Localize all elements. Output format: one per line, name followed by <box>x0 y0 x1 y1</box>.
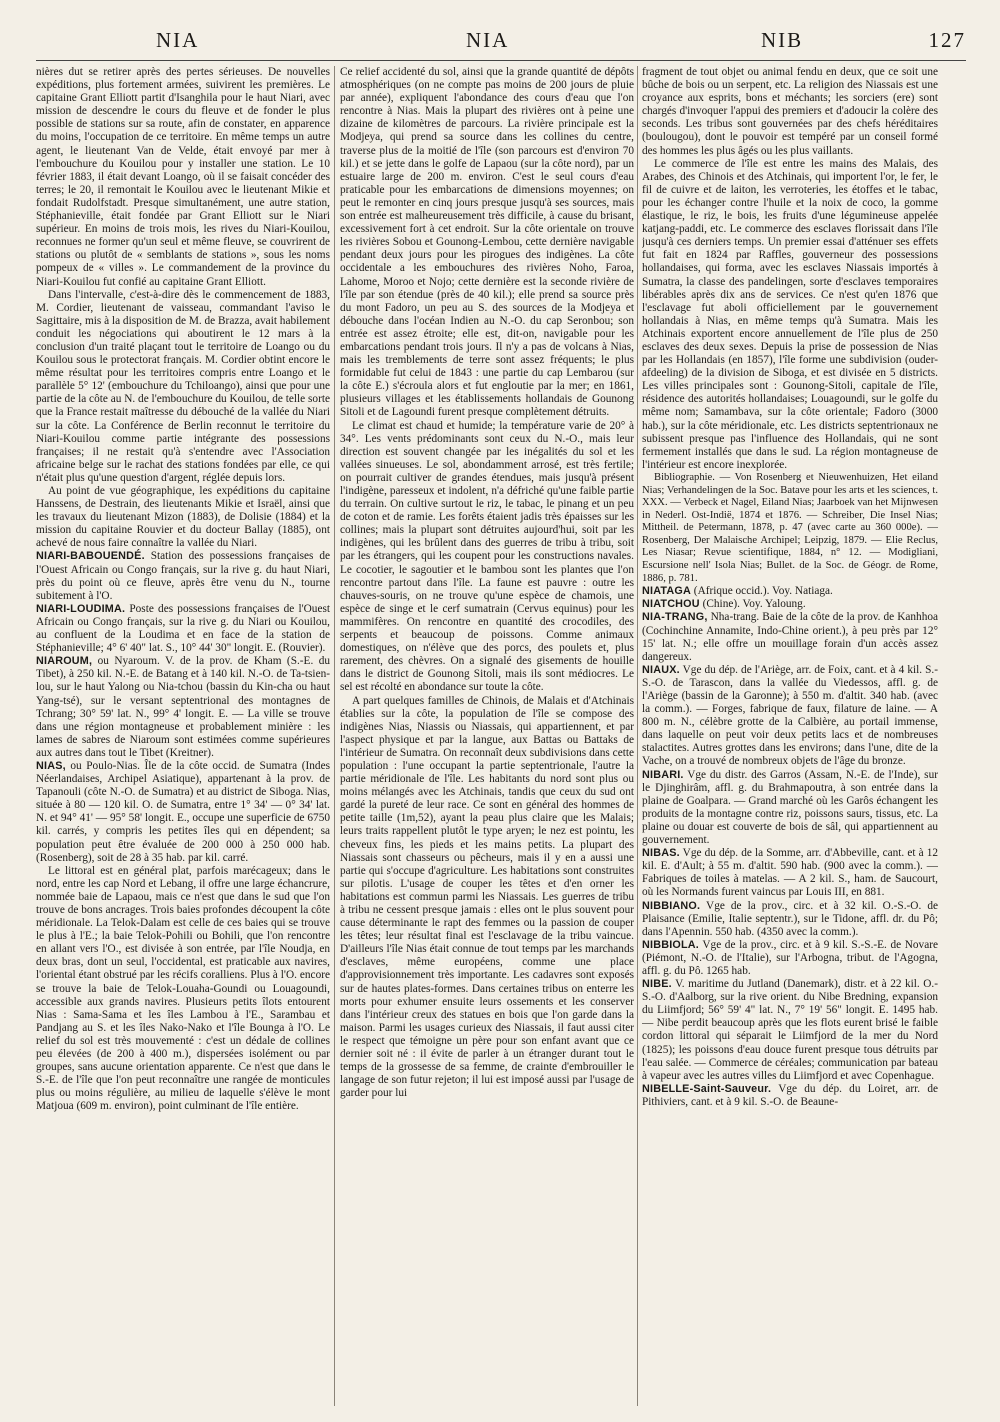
header-left-word: NIA <box>156 28 200 52</box>
entry-headword: NIBARI. <box>642 768 684 781</box>
text-column-3 <box>642 66 938 1406</box>
entry-headword: NIA-TRANG, <box>642 611 708 624</box>
entry-text: Station des possessions françaises de l'Ouest Africain ou Congo français, sur la rive g. du haut Niari, près du point où ce fleuve, après être venu du N., tourne subitement à l'O. <box>36 550 330 602</box>
dictionary-entry <box>36 655 330 760</box>
body-paragraph: Dans l'intervalle, c'est-à-dire dès le commencement de 1883, M. Cordier, lieutenant de vaisseau, commandant l'aviso le Sagittaire, mis à la disposition de M. de Brazza, avait habilement conduit les négociations qui aboutirent le 12 mars à la conclusion d'un traité plaçant tout le territoire de Loango ou du Kouilou sous le protectorat français. M. Cordier obtint encore le même résultat pour les territoires compris entre Loango et le parallèle 5° 12' (embouchure du Tchiloango), ainsi que pour une partie de la côte au N. de l'embouchure du Kouilou, de telle sorte que la France restait maîtresse du débouché de la vallée du Niari sur la côte. La Conférence de Berlin reconnut le territoire du Niari-Kouilou comme partie intégrante des possessions françaises; il ne restait qu'à s'entendre avec l'Association africaine belge sur le rachat des stations fondées par elle, ce qui n'était plus qu'une question d'argent, réglée depuis lors. <box>36 288 330 484</box>
dictionary-entry <box>642 611 938 663</box>
dictionary-entry <box>642 769 938 848</box>
entry-text: Vge du dép. de la Somme, arr. d'Abbeville, cant. et à 12 kil. E. d'Ault; à 55 m. d'altit. 590 hab. (900 avec la comm.). — Fabriques de toiles à matelas. — A 2 kil. S., ham. de Saucourt, où les Normands furent vaincus par Louis III, en 881. <box>642 847 938 899</box>
entry-text: (Chine). Voy. Yaloung. <box>699 598 806 611</box>
body-paragraph: Le littoral est en général plat, parfois marécageux; dans le nord, entre les cap Nord et Lebang, il offre une large échancrure, nommée baie de Lapaou, mais ce n'est que dans le sud que l'on trouve de bons ancrages. Trois baies profondes découpent la côte méridionale. La Telok-Dalam est celle de ces baies qui se trouve le plus à l'E.; la baie Telok-Pohili ou Bohili, que l'on rencontre en allant vers l'O., est divisée à son entrée, par l'île Noudja, en deux bras, dont un seul, l'occidental, est praticable aux navires, l'oriental étant obstrué par les récifs coralliens. Plus à l'O. encore se trouve la baie de Telok-Louaha-Goundi ou Louagoundi, accessible aux grands navires. Plusieurs petits îlots entourent Nias : Sama-Sama et les îles Lambou à l'E., Sarambau et Pandjang au S. et les îles Nako-Nako et l'île Bounga à l'O. Le relief du sol est très mouvementé : c'est un dédale de collines peu élevées (de 200 à 400 m.), dispersées isolément ou par groupes, sans aucune orientation apparente. Ce n'est que dans le S.-E. de l'île que l'on peut reconnaître une rangée de monticules plus ou moins régulière, au milieu de laquelle s'élève le mont Matjoua (609 m. environ), point culminant de l'île entière. <box>36 864 330 1113</box>
dictionary-entry <box>642 585 938 598</box>
body-paragraph: Au point de vue géographique, les expéditions du capitaine Hanssens, de Destrain, des lieutenants Mikie et Israël, ainsi que les travaux du lieutenant Mizon (1883), de Dolisie (1884) et la mission du capitaine Rouvier et du docteur Ballay (1885), ont achevé de nous faire connaître la vallée du Niari. <box>36 485 330 550</box>
entry-headword: NIBBIOLA. <box>642 938 699 951</box>
entry-text: ou Nyaroum. V. de la prov. de Kham (S.-E. du Tibet), à 250 kil. N.-E. de Batang et à 140 kil. N.-O. de Ta-tsien-lou, sur le haut Yalong ou Nia-tchou (bassin du Kin-cha ou haut Yang-tsé), sur le versant septentrional des montagnes de Tchrang; 30° 59' lat. N., 99° 4' longit. E. — La ville se trouve dans une région montagneuse et probablement minière : les lames de sabres de Niaroum sont estimées comme supérieures aux autres dans tout le Tibet (Kreitner). <box>36 655 330 759</box>
entry-text: Vge du distr. des Garros (Assam, N.-E. de l'Inde), sur le Djinghirâm, affl. g. du Brahmapoutra, à son entrée dans la plaine de Goalpara. — Grand marché où les Garôs échangent les produits de la montagne contre riz, poissons saurs, tissus, etc. La plaine ou douar est couverte de bois de sâl, qui appartiennent au gouvernement. <box>642 768 938 847</box>
entry-text: Vge de la prov., circ. et à 9 kil. S.-S.-E. de Novare (Piémont, N.-O. de l'Italie), sur l'Arbogna, tribut. de l'Agogna, affl. g. du Pô. 1265 hab. <box>642 938 938 977</box>
entry-text: ou Poulo-Nias. Île de la côte occid. de Sumatra (Indes Néerlandaises, Archipel Asiatique), appartenant à la prov. de Tapanouli (côte N.-O. de Sumatra) et au district de Siboga. Nias, située à 80 — 120 kil. O. de Sumatra, entre 1° 34' — 0° 34' lat. N. et 94° 41' — 95° 58' longit. E., occupe une superficie de 6750 kil. carrés, y compris les petites îles qui en dépendent; sa population peut être évaluée de 200 000 à 250 000 hab. (Rosenberg), soit de 28 à 35 hab. par kil. carré. <box>36 759 330 864</box>
entry-text: Nha-trang. Baie de la côte de la prov. de Kanhhoa (Cochinchine Annamite, Indo-Chine orient.), à peu près par 12° 15' lat. N.; elle offre un mouillage forain d'un accès assez dangereux. <box>642 611 938 663</box>
dictionary-entry <box>642 847 938 899</box>
body-paragraph: Le commerce de l'île est entre les mains des Malais, des Arabes, des Chinois et des Atchinais, qui importent l'or, le fer, le fil de cuivre et de laiton, les verroteries, les étoffes et le tabac, pour les échanger contre l'huile et la noix de coco, la gomme élastique, le riz, le bois, les fruits d'une légumineuse appelée katjang-paddi, etc. Le commerce des esclaves florissait dans l'île jusqu'à ces derniers temps. Un premier essai d'atténuer ses effets fut fait en 1824 par Raffles, gouverneur des possessions hollandaises, qui forma, avec les esclaves Niassais importés à Sumatra, la classe des pandelingen, sorte d'esclaves temporaires libérables après dix ans de services. Ce n'est qu'en 1876 que l'esclavage fut aboli officiellement par le gouvernement hollandais à Nias, en même temps qu'à Sumatra. Mais les Atchinais exportent encore annuellement de l'île plus de 250 esclaves des deux sexes. Depuis la prise de possession de Nias par les Hollandais (en 1857), l'île forme une subdivision (ouder-afdeeling) de la division de Siboga, et est divisée en 5 districts. Les villes principales sont : Gounong-Sitoli, capitale de l'île, résidence des autorités hollandaises; Louagoundi, sur le golfe du même nom; Samambava, sur la côte orientale; Fadoro (3000 hab.), sur la côte méridionale, etc. Les districts septentrionaux ne subissent presque pas l'influence des Hollandais, qui ne sont fermement installés que dans le sud. La région montagneuse de l'intérieur est encore inexplorée. <box>642 157 938 471</box>
body-paragraph: nières dut se retirer après des pertes sérieuses. De nouvelles expéditions, plus fortement armées, suivirent les premières. Le capitaine Grant Elliott partit d'Isanghila pour le haut Niari, avec mission de descendre le cours du fleuve et de fonder le plus possible de stations sur sa route, afin de constater, en apparence du moins, l'occupation de ce territoire. En même temps un autre agent, le lieutenant Van de Velde, était envoyé par mer à l'embouchure du Kouilou pour y installer une station. Le 10 février 1883, il était devant Loango, où il se faisait concéder des terres; le 20, il remontait le Kouilou avec le lieutenant Mikie et fondait Rudolfstadt. Presque simultanément, une autre station, Stéphanieville, était fondée par Grant Elliott sur le Niari supérieur. En moins de trois mois, les rives du Niari-Kouilou, reconnues ne former qu'un seul et même fleuve, se couvrirent de stations ou plutôt de « semblants de stations », sous les noms pompeux de « villes ». Le commandement de la province du Niari-Kouilou fut confié au capitaine Grant Elliott. <box>36 66 330 288</box>
entry-text: Vge du dép. du Loiret, arr. de Pithiviers, cant. et à 9 kil. S.-O. de Beaune- <box>642 1082 938 1108</box>
header-center-word: NIA <box>466 28 510 52</box>
entry-text: Vge du dép. de l'Ariège, arr. de Foix, cant. et à 4 kil. S.-S.-O. de Tarascon, dans la vallée du Viedessos, affl. g. de l'Ariège (bassin de la Garonne); à 550 m. d'altit. 340 hab. (avec la comm.). — Forges, fabrique de faux, filature de laine. — A 800 m. N., célèbre grotte de la Calbière, au portail immense, dans laquelle on peut voir deux petits lacs et de nombreuses stalactites. Autres grottes dans les environs; dans l'une, dite de la Vache, on a trouvé de nombreux objets de l'âge du bronze. <box>642 663 938 768</box>
entry-text: V. maritime du Jutland (Danemark), distr. et à 22 kil. O.-S.-O. d'Aalborg, sur la rive orient. du Nibe Bredning, expansion du Liimfjord; 56° 59' 4" lat. N., 7° 19' 56" longit. E. 1495 hab. — Nibe perdit beaucoup après que les flots eurent brisé le faible cordon littoral qui séparait le Liimfjord de la mer du Nord (1825); les poissons d'eau douce furent presque tous détruits par l'eau salée. — Commerce de céréales; communication par bateau à vapeur avec les autres villes du Liimfjord et avec Copenhague. <box>642 978 938 1082</box>
dictionary-entry <box>642 664 938 769</box>
entry-headword: NIATAGA <box>642 585 691 598</box>
body-paragraph: fragment de tout objet ou animal fendu en deux, que ce soit une bûche de bois ou un serpent, etc. La religion des Niassais est une croyance aux esprits, bons et méchants; les sorciers (ere) sont chargés d'invoquer l'appui des premiers et d'adoucir la colère des seconds. Les tribus sont gouvernées par des chefs héréditaires (boulougou), dont le pouvoir est tempéré par un conseil formé des hommes les plus âgés ou les plus vaillants. <box>642 66 938 157</box>
entry-text: Vge de la prov., circ. et à 32 kil. O.-S.-O. de Plaisance (Emilie, Italie septentr.), sur le Tidone, affl. dr. du Pô; dans l'Apennin. 550 hab. (4350 avec la comm.). <box>642 899 938 938</box>
running-head <box>36 28 966 58</box>
entry-headword: NIARI-LOUDIMA. <box>36 602 126 615</box>
page-number: 127 <box>928 28 966 52</box>
text-column-2 <box>340 66 634 1406</box>
dictionary-entry <box>642 1083 938 1109</box>
bibliography-paragraph: Bibliographie. — Von Rosenberg et Nieuwenhuizen, Het eiland Nias; Verhandelingen de la Soc. Batave pour les arts et les sciences, t. XXX. — Verbeck et Nagel, Eiland Nias; Jaarboek van het Mijnwesen in Nederl. Ost-Indië, 1874 et 1876. — Schreiber, Die Insel Nias; Mittheil. de Petermann, 1878, p. 47 (avec carte au 360 000e). — Rosenberg, Der Malaische Archipel; Leipzig, 1879. — Elie Reclus, Les Niasar; Revue scientifique, 1884, n° 12. — Modigliani, Escursione nell' Isola Nias; Bullet. de la Soc. de Géogr. de Rome, 1886, p. 781. <box>642 471 938 584</box>
dictionary-entry <box>642 598 938 611</box>
entry-headword: NIBE. <box>642 978 672 991</box>
dictionary-entry <box>36 760 330 865</box>
dictionary-entry <box>642 939 938 978</box>
entry-text: Poste des possessions françaises de l'Ouest Africain ou Congo français, sur la rive g. du Niari ou Kouilou, au confluent de la Loudima et en face de la station de Stéphanieville; 4° 6' 40" lat. S., 10° 44' 30" longit. E. (Rouvier). <box>36 602 330 655</box>
header-right-word: NIB <box>761 28 804 52</box>
entry-headword: NIBAS. <box>642 847 680 860</box>
text-column-1 <box>36 66 330 1406</box>
body-paragraph: A part quelques familles de Chinois, de Malais et d'Atchinais établies sur la côte, la population de l'île se compose des indigènes Nias, Niassis ou Niassais, qui appartiennent, et par l'aspect physique et par la langue, aux Battas ou Battaks de l'intérieur de Sumatra. On reconnaît deux subdivisions dans cette population : l'une occupant la partie septentrionale, l'autre la partie méridionale de l'île. Les habitants du nord sont plus ou moins mélangés avec les Atchinais, tandis que ceux du sud ont gardé la pureté de leur race. Ce sont en général des hommes de petite taille (1m,52), ayant la peau plus claire que les Malais; leurs traits rappellent plutôt le type aryen; le nez est pointu, les cheveux fins, les pieds et les mains petits. La plupart des Niassais sont chasseurs ou pêcheurs, mais il y en a aussi une partie qui s'occupe d'agriculture. Les habitations sont construites sur pilotis. L'usage de couper les têtes et d'en orner les habitations est commun parmi les Niassais. Les guerres de tribu à tribu ne cessent presque jamais : elles ont le plus souvent pour cause déterminante le rapt des femmes ou la passion de couper les têtes; leur résultat final est l'esclavage de la tribu vaincue. D'ailleurs l'île Nias était connue de tout temps par les marchands d'esclaves, même européens, comme une place d'approvisionnement très importante. Les cadavres sont exposés sur de hautes plates-formes. Dans certaines tribus on enterre les morts pour exhumer ensuite leurs ossements et les conserver dans l'intérieur creux des statues en bois que l'on garde dans la maison. Parmi les usages curieux des Niassais, il faut aussi citer le respect que témoigne un père pour son enfant avant que ce dernier soit né : il évite de parler à un étranger durant tout le temps de la grossesse de sa femme, de crainte d'embrouiller le langage de son futur rejeton; il lui est imposé aussi par l'usage de garder pour lui <box>340 694 634 1100</box>
column-divider <box>637 66 638 1406</box>
header-rule <box>36 60 966 61</box>
dictionary-entry <box>642 978 938 1083</box>
entry-headword: NIAS, <box>36 759 66 772</box>
entry-headword: NIATCHOU <box>642 598 700 611</box>
dictionary-entry <box>36 550 330 602</box>
entry-headword: NIAROUM, <box>36 655 93 668</box>
entry-headword: NIBELLE-Saint-Sauveur. <box>642 1082 772 1095</box>
dictionary-entry <box>642 900 938 939</box>
entry-headword: NIARI-BABOUENDÉ. <box>36 550 145 563</box>
body-paragraph: Le climat est chaud et humide; la température varie de 20° à 34°. Les vents prédominants sont ceux du N.-O., mais leur direction est souvent changée par les inégalités du sol et les vallées sinueuses. Le sol, abondamment arrosé, est très fertile; on pourrait cultiver de grandes étendues, mais jusqu'à présent l'indigène, paresseux et indolent, n'a défriché qu'une faible partie du terrain. On cultive surtout le riz, le tabac, le pinang et un peu de coton et de ramie. Les forêts étaient jadis très épaisses sur les collines; mais la plupart sont détruites aujourd'hui, soit par les indigènes, qui les brûlent dans des guerres de tribu à tribu, soit par les étrangers, qui les coupent pour les constructions navales. Le cocotier, le sagoutier et le bambou sont les plantes que l'on rencontre partout dans l'île. La faune est pauvre : outre les chauves-souris, on ne trouve qu'une espèce de chamois, une espèce de singe et le cerf sumatrain (Cervus equinus) pour les mammifères. On rencontre en quantité des crocodiles, des serpents et beaucoup de poissons. Comme animaux domestiques, on n'élève que des porcs, des poulets et, plus rarement, des chèvres. On a signalé des gisements de houille dans le district de Gounong Sitoli, mais ils sont médiocres. Le sel est récolté en abondance sur toute la côte. <box>340 419 634 694</box>
dictionary-entry <box>36 603 330 655</box>
column-divider <box>334 66 335 1406</box>
entry-headword: NIAUX. <box>642 663 680 676</box>
body-paragraph: Ce relief accidenté du sol, ainsi que la grande quantité de dépôts atmosphériques (on ne compte pas moins de 200 jours de pluie par année), expliquent l'abondance des cours d'eau que l'on rencontre à Nias. Mais la plupart des rivières ont à peine une dizaine de kilomètres de parcours. La rivière principale est la Modjeya, qui prend sa source dans les collines du centre, traverse plus de la moitié de l'île (son parcours est d'environ 70 kil.) et se jette dans le golfe de Lapaou (sur la côte nord), par un estuaire large de 200 m. environ. C'est le seul cours d'eau praticable pour les embarcations de dimensions moyennes; on peut le remonter en cinq jours presque jusqu'à ses sources, mais son entrée est malheureusement très difficile, à cause du brisant, excessivement fort à cet endroit. Sur la côte orientale on trouve les rivières Sobou et Gounong-Lembou, cette dernière navigable pendant deux jours pour les pirogues des indigènes. La côte occidentale a les embouchures des rivières Noho, Faroa, Lahome, Moroo et Nojo; cette dernière est la seconde rivière de l'île par son étendue (près de 40 kil.); elle prend sa source près du mont Fadoro, un peu au S. des sources de la Modjeya et débouche dans l'océan Indien au N.-O. du cap Seronbou; son entrée est assez étroite; elle est, dit-on, navigable pour les embarcations pendant trois jours. Il n'y a pas de volcans à Nias, mais les tremblements de terre sont assez fréquents; le plus formidable fut celui de 1843 : une partie du cap Lembarou (sur la côte E.) s'écroula alors et fut engloutie par la mer; en 1861, plusieurs villages et les établissements hollandais de Gounong Sitoli et de Lagoundi furent presque complètement détruits. <box>340 66 634 419</box>
entry-headword: NIBBIANO. <box>642 899 701 912</box>
entry-text: (Afrique occid.). Voy. Natiaga. <box>690 585 833 598</box>
